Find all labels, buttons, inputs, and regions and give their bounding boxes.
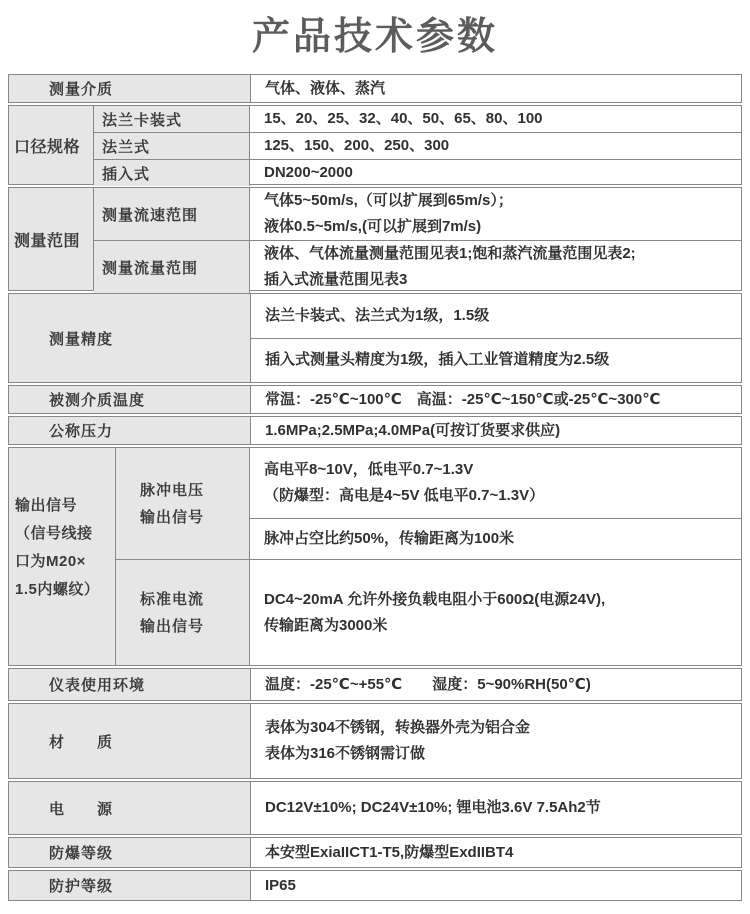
value-line: 表体为304不锈钢，转换器外壳为铝合金 (265, 719, 531, 736)
row-material (8, 703, 742, 779)
table-row (94, 188, 741, 240)
sub-label-line: 输出信号 (140, 617, 205, 635)
value-line: 气体5~50m/s,（可以扩展到65m/s）； (264, 192, 513, 209)
row-protection-grade (8, 870, 742, 901)
row-label: 材 质 (9, 704, 251, 778)
sub-label: 法兰卡装式 (94, 106, 250, 132)
pulse-voltage-subgroup (116, 448, 741, 559)
group-label: 测量精度 (9, 294, 251, 382)
value-line: 脉冲占空比约50%，传输距离为100米 (264, 530, 515, 547)
value-line: 传输距离为3000米 (264, 616, 388, 634)
row-label: 测量介质 (9, 75, 251, 102)
row-label: 防护等级 (9, 871, 251, 900)
row-medium-temperature (8, 385, 742, 414)
table-row (94, 132, 741, 159)
row-label: 防爆等级 (9, 838, 251, 867)
table-row (94, 106, 741, 132)
page-title: 产品技术参数 (251, 16, 498, 58)
row-label: 仪表使用环境 (9, 669, 251, 700)
row-value (250, 188, 741, 240)
row-value (251, 704, 741, 778)
sub-label: 法兰式 (94, 133, 250, 159)
spec-table (8, 74, 742, 901)
row-value: 插入式测量头精度为1级，插入工业管道精度为2.5级 (251, 338, 741, 383)
sub-label-line: 标准电流 (140, 590, 205, 608)
row-value: 125、150、200、250、300 (264, 137, 450, 154)
group-label (9, 448, 116, 665)
row-power-supply (8, 781, 742, 835)
diameter-rows (94, 106, 741, 184)
group-label-line: 1.5内螺纹） (15, 581, 100, 598)
section-output-signal (8, 447, 742, 666)
value-line: 高电平8~10V，低电平0.7~1.3V (264, 461, 474, 478)
row-value (250, 241, 741, 293)
value-line: 液体0.5~5m/s,(可以扩展到7m/s) (264, 218, 482, 235)
row-value: DC12V±10%; DC24V±10%; 锂电池3.6V 7.5Ah2节 (265, 799, 601, 816)
row-value (250, 518, 741, 559)
output-signal-rows (116, 448, 741, 665)
row-value: DN200~2000 (264, 164, 353, 181)
sub-label: 测量流速范围 (94, 188, 250, 240)
group-label: 口径规格 (9, 106, 94, 184)
row-explosion-proof-grade (8, 837, 742, 868)
row-value: 法兰卡装式、法兰式为1级，1.5级 (265, 306, 490, 324)
group-label-line: 口为M20× (15, 553, 86, 570)
row-label: 被测介质温度 (9, 386, 251, 413)
group-label-line: （信号线接 (15, 525, 93, 542)
value-line: 表体为316不锈钢需订做 (265, 745, 426, 762)
group-label-line: 输出信号 (15, 497, 78, 514)
row-value: 本安型ExiaIICT1-T5,防爆型ExdIIBT4 (265, 843, 514, 861)
accuracy-values (251, 294, 741, 382)
row-value: 气体、液体、蒸汽 (265, 79, 386, 97)
section-accuracy (8, 293, 742, 383)
section-diameter-spec (8, 105, 742, 185)
pulse-values (250, 448, 741, 559)
sub-label-line: 输出信号 (140, 508, 205, 526)
row-label: 电 源 (9, 782, 251, 834)
row-label: 公称压力 (9, 417, 251, 444)
standard-current-subgroup (116, 559, 741, 665)
value-line: （防爆型：高电是4~5V 低电平0.7~1.3V） (264, 487, 545, 504)
row-value: 1.6MPa;2.5MPa;4.0MPa(可按订货要求供应) (265, 421, 561, 439)
value-line: 液体、气体流量测量范围见表1;饱和蒸汽流量范围见表2; (264, 245, 636, 262)
table-row (94, 240, 741, 293)
sub-label-line: 脉冲电压 (140, 481, 205, 499)
range-rows (94, 188, 741, 290)
product-spec-page (0, 6, 750, 914)
sub-label: 测量流量范围 (94, 241, 250, 293)
row-measuring-medium (8, 74, 742, 103)
row-value: 温度：-25℃~+55℃ 湿度：5~90%RH(50℃) (265, 675, 591, 693)
sub-label: 插入式 (94, 160, 250, 186)
value-line: DC4~20mA 允许外接负载电阻小于600Ω(电源24V), (264, 590, 606, 608)
group-label: 测量范围 (9, 188, 94, 290)
value-line: 插入式流量范围见表3 (264, 271, 408, 288)
row-value (250, 560, 741, 665)
row-operating-environment (8, 668, 742, 701)
row-value: 15、20、25、32、40、50、65、80、100 (264, 110, 543, 127)
sub-label (116, 448, 250, 559)
sub-label (116, 560, 250, 665)
section-measuring-range (8, 187, 742, 291)
row-nominal-pressure (8, 416, 742, 445)
row-value: IP65 (265, 876, 296, 894)
row-value: 常温：-25℃~100℃ 高温：-25℃~150℃或-25℃~300℃ (265, 390, 661, 408)
table-row (94, 159, 741, 186)
row-value (250, 448, 741, 518)
